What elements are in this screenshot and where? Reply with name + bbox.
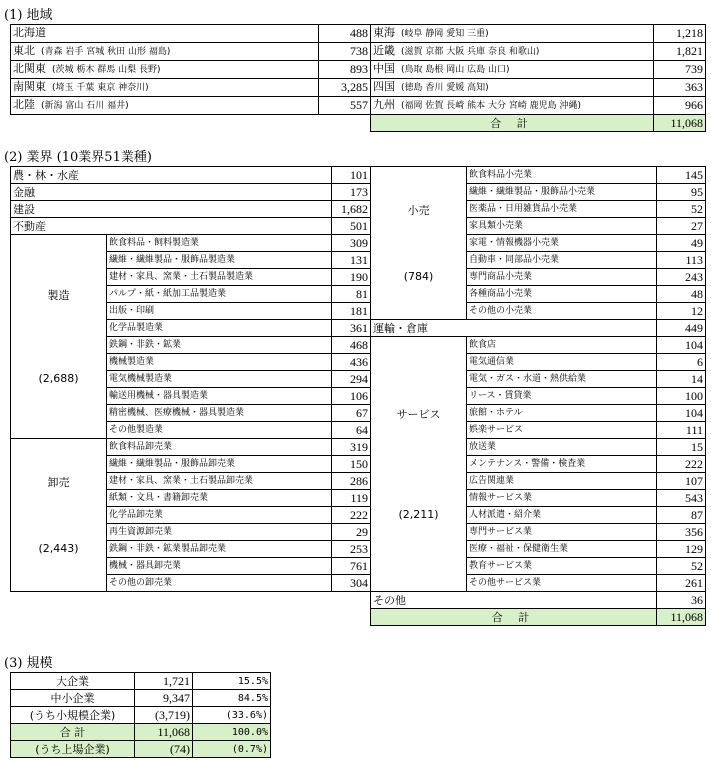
industry-value: 36 — [657, 592, 706, 609]
industry-name: 建設 — [11, 201, 332, 218]
industry-row — [11, 371, 706, 388]
region-label: 近畿 — [373, 44, 395, 57]
prefecture-list: (滋賀 京都 大阪 兵庫 奈良 和歌山) — [401, 47, 540, 57]
industry-value: 761 — [332, 558, 371, 575]
industry-row — [11, 167, 706, 184]
industry-value: 100 — [657, 388, 706, 405]
industry-row — [11, 524, 706, 541]
scale-percent: 15.5% — [193, 673, 271, 690]
industry-subtype: 精密機械、医療機械・器具製造業 — [107, 405, 332, 422]
service-group-cell — [371, 337, 467, 592]
industry-row — [11, 337, 706, 354]
scale-percent: (0.7%) — [193, 741, 271, 758]
total-row — [11, 724, 271, 741]
industry-value: 190 — [332, 269, 371, 286]
total-label: 合 計 — [371, 115, 654, 132]
scale-name: (うち上場企業) — [11, 741, 135, 758]
blank-cell — [319, 115, 371, 132]
industry-value: 119 — [332, 490, 371, 507]
industry-subtype: リース・賃貸業 — [467, 388, 657, 405]
industry-name: 農・林・水産 — [11, 167, 332, 184]
industry-subtype: 家具類小売業 — [467, 218, 657, 235]
blank-cell — [11, 609, 371, 626]
industry-value: 95 — [657, 184, 706, 201]
industry-row — [11, 184, 706, 201]
industry-value: 222 — [332, 507, 371, 524]
industry-value: 27 — [657, 218, 706, 235]
industry-subtype: 繊維・繊維製品・服飾品小売業 — [467, 184, 657, 201]
industry-subtype: 教育サービス業 — [467, 558, 657, 575]
region-name — [11, 25, 319, 43]
region-name — [371, 25, 654, 43]
industry-subtype: 医療・福祉・保健衛生業 — [467, 541, 657, 558]
industry-value: 67 — [332, 405, 371, 422]
total-row — [11, 115, 706, 132]
region-label: 北陸 — [13, 98, 35, 111]
industry-subtype: メンテナンス・警備・検査業 — [467, 456, 657, 473]
industry-value: 48 — [657, 286, 706, 303]
scale-value: (74) — [135, 741, 193, 758]
industry-subtype: 専門商品小売業 — [467, 269, 657, 286]
industry-value: 15 — [657, 439, 706, 456]
region-value: 966 — [654, 97, 706, 115]
industry-subtype: その他の小売業 — [467, 303, 657, 320]
industry-value: 356 — [657, 524, 706, 541]
region-value: 3,285 — [319, 79, 371, 97]
region-value: 363 — [654, 79, 706, 97]
industry-value: 113 — [657, 252, 706, 269]
mfg-group-label: 製造 — [47, 288, 70, 302]
industry-value: 243 — [657, 269, 706, 286]
scale-name: (うち小規模企業) — [11, 707, 135, 724]
industry-name: 運輸・倉庫 — [371, 320, 657, 337]
service-group-label: サービス — [396, 407, 441, 421]
industry-value: 64 — [332, 422, 371, 439]
region-name — [11, 97, 319, 115]
prefecture-list: (徳島 香川 愛媛 高知) — [401, 83, 489, 93]
industry-value: 145 — [657, 167, 706, 184]
prefecture-list: (福岡 佐賀 長崎 熊本 大分 宮崎 鹿児島 沖縄) — [401, 101, 582, 111]
scale-value: (3,719) — [135, 707, 193, 724]
industry-row — [11, 626, 706, 642]
industry-value: 361 — [332, 320, 371, 337]
blank-cell — [11, 592, 371, 609]
scale-name: 中小企業 — [11, 690, 135, 707]
industry-subtype: 放送業 — [467, 439, 657, 456]
retail-group-cell — [371, 167, 467, 320]
industry-row — [11, 490, 706, 507]
industry-value: 449 — [657, 320, 706, 337]
industry-subtype: 旅館・ホテル — [467, 405, 657, 422]
industry-name: 不動産 — [11, 218, 332, 235]
industry-value: 106 — [332, 388, 371, 405]
industry-subtype: 出版・印刷 — [107, 303, 332, 320]
scale-row — [11, 690, 271, 707]
scale-percent: 100.0% — [193, 724, 271, 741]
region-label: 中国 — [373, 62, 395, 75]
scale-table — [10, 672, 271, 758]
industry-subtype: パルプ・紙・紙加工品製造業 — [107, 286, 332, 303]
industry-subtype: 輸送用機械・器具製造業 — [107, 388, 332, 405]
industry-subtype: 鉄鋼・非鉄・鉱業 — [107, 337, 332, 354]
industry-row — [11, 507, 706, 524]
industry-row — [11, 422, 706, 439]
industry-row — [11, 609, 706, 626]
industry-value: 294 — [332, 371, 371, 388]
industry-subtype: 建材・家具、窯業・土石製品製造業 — [107, 269, 332, 286]
industry-subtype: その他製造業 — [107, 422, 332, 439]
prefecture-list: (鳥取 島根 岡山 広島 山口) — [401, 65, 510, 75]
region-value: 893 — [319, 61, 371, 79]
region-row — [11, 61, 706, 79]
scale-percent: (33.6%) — [193, 707, 271, 724]
prefecture-list: (埼玉 千葉 東京 神奈川) — [52, 83, 149, 93]
industry-subtype: 紙類・文具・書籍卸売業 — [107, 490, 332, 507]
industry-subtype: 飲食料品小売業 — [467, 167, 657, 184]
region-label: 九州 — [373, 98, 395, 111]
region-row — [11, 25, 706, 43]
region-name — [371, 79, 654, 97]
industry-value: 468 — [332, 337, 371, 354]
region-table — [10, 24, 706, 132]
industry-subtype: 再生資源卸売業 — [107, 524, 332, 541]
industry-row — [11, 558, 706, 575]
industry-subtype: 化学品製造業 — [107, 320, 332, 337]
industry-subtype: 建材・家具、窯業・土石製品卸売業 — [107, 473, 332, 490]
industry-value: 87 — [657, 507, 706, 524]
region-value: 1,218 — [654, 25, 706, 43]
industry-row — [11, 235, 706, 252]
service-group-count: (2,211) — [398, 507, 439, 521]
industry-value: 107 — [657, 473, 706, 490]
industry-value: 319 — [332, 439, 371, 456]
region-value: 488 — [319, 25, 371, 43]
scale-percent: 84.5% — [193, 690, 271, 707]
total-value: 11,068 — [657, 609, 706, 626]
industry-value: 150 — [332, 456, 371, 473]
industry-row — [11, 473, 706, 490]
region-name — [371, 61, 654, 79]
region-name — [11, 43, 319, 61]
industry-value: 261 — [657, 575, 706, 592]
region-name — [371, 97, 654, 115]
prefecture-list: (新潟 富山 石川 福井) — [41, 101, 129, 111]
industry-subtype: 飲食料品卸売業 — [107, 439, 332, 456]
industry-value: 29 — [332, 524, 371, 541]
blank-cell — [11, 115, 319, 132]
industry-value: 222 — [657, 456, 706, 473]
industry-subtype: その他の卸売業 — [107, 575, 332, 592]
industry-value: 104 — [657, 405, 706, 422]
scale-name: 大企業 — [11, 673, 135, 690]
industry-value: 111 — [657, 422, 706, 439]
industry-value: 501 — [332, 218, 371, 235]
industry-row — [11, 303, 706, 320]
region-label: 北海道 — [13, 26, 46, 39]
industry-name: 金融 — [11, 184, 332, 201]
industry-subtype: 専門サービス業 — [467, 524, 657, 541]
industry-subtype: 各種商品小売業 — [467, 286, 657, 303]
industry-subtype: 繊維・繊維製品・服飾品卸売業 — [107, 456, 332, 473]
scale-row — [11, 673, 271, 690]
region-name — [11, 61, 319, 79]
industry-row — [11, 286, 706, 303]
total-value: 11,068 — [654, 115, 706, 132]
industry-row — [11, 575, 706, 592]
industry-row — [11, 456, 706, 473]
scale-value: 1,721 — [135, 673, 193, 690]
region-row — [11, 43, 706, 61]
industry-row — [11, 439, 706, 456]
industry-row — [11, 541, 706, 558]
mfg-group-cell — [11, 235, 107, 439]
region-label: 北関東 — [13, 62, 46, 75]
prefecture-list: (岐阜 静岡 愛知 三重) — [401, 29, 489, 39]
industry-value: 52 — [657, 201, 706, 218]
industry-subtype: 機械製造業 — [107, 354, 332, 371]
industry-subtype: 電気通信業 — [467, 354, 657, 371]
industry-subtype: 娯楽サービス — [467, 422, 657, 439]
industry-subtype: 飲食料品・飼料製造業 — [107, 235, 332, 252]
region-value: 739 — [654, 61, 706, 79]
industry-value: 253 — [332, 541, 371, 558]
industry-value: 52 — [657, 558, 706, 575]
industry-subtype: 広告関連業 — [467, 473, 657, 490]
industry-name: その他 — [371, 592, 657, 609]
industry-subtype: 家電・情報機器小売業 — [467, 235, 657, 252]
industry-value: 131 — [332, 252, 371, 269]
scale-value: 11,068 — [135, 724, 193, 741]
section-title-industry: (2) 業界 (10業界51業種) — [4, 150, 152, 165]
industry-subtype: 飲食店 — [467, 337, 657, 354]
wholesale-group-count: (2,443) — [38, 541, 79, 555]
industry-value: 181 — [332, 303, 371, 320]
industry-subtype: 人材派遣・紹介業 — [467, 507, 657, 524]
blank-cell — [11, 626, 371, 642]
industry-value: 81 — [332, 286, 371, 303]
industry-value: 304 — [332, 575, 371, 592]
wholesale-group-label: 卸売 — [47, 475, 70, 489]
scale-name: 合 計 — [11, 724, 135, 741]
region-row — [11, 79, 706, 97]
mfg-group-count: (2,688) — [38, 371, 79, 385]
scale-row — [11, 707, 271, 724]
industry-row — [11, 320, 706, 337]
industry-row — [11, 201, 706, 218]
region-value: 1,821 — [654, 43, 706, 61]
industry-value: 101 — [332, 167, 371, 184]
industry-value: 104 — [657, 337, 706, 354]
region-name — [11, 79, 319, 97]
industry-subtype: 化学品卸売業 — [107, 507, 332, 524]
industry-value: 6 — [657, 354, 706, 371]
section-title-region: (1) 地域 — [4, 8, 53, 23]
region-value: 557 — [319, 97, 371, 115]
industry-value: 286 — [332, 473, 371, 490]
region-row — [11, 97, 706, 115]
industry-value: 1,682 — [332, 201, 371, 218]
industry-value: 543 — [657, 490, 706, 507]
industry-value: 309 — [332, 235, 371, 252]
industry-row — [11, 218, 706, 235]
retail-group-label: 小売 — [407, 203, 430, 217]
region-label: 南関東 — [13, 80, 46, 93]
industry-subtype: 鉄鋼・非鉄・鉱業製品卸売業 — [107, 541, 332, 558]
industry-row — [11, 269, 706, 286]
industry-value: 14 — [657, 371, 706, 388]
industry-value: 129 — [657, 541, 706, 558]
industry-row — [11, 405, 706, 422]
industry-value: 49 — [657, 235, 706, 252]
scale-value: 9,347 — [135, 690, 193, 707]
industry-subtype: 繊維・繊維製品・服飾品製造業 — [107, 252, 332, 269]
industry-value: 436 — [332, 354, 371, 371]
industry-value: 173 — [332, 184, 371, 201]
retail-group-count: (784) — [403, 269, 434, 283]
listed-row — [11, 741, 271, 758]
industry-row — [11, 388, 706, 405]
industry-subtype: その他サービス業 — [467, 575, 657, 592]
industry-row — [11, 354, 706, 371]
industry-subtype: 電気機械製造業 — [107, 371, 332, 388]
industry-subtype: 情報サービス業 — [467, 490, 657, 507]
industry-row — [11, 252, 706, 269]
industry-subtype: 機械・器具卸売業 — [107, 558, 332, 575]
section-title-scale: (3) 規模 — [4, 656, 53, 671]
region-label: 四国 — [373, 80, 395, 93]
industry-value: 12 — [657, 303, 706, 320]
industry-subtype: 医薬品・日用雑貨品小売業 — [467, 201, 657, 218]
region-name — [371, 43, 654, 61]
total-label: 合 計 — [371, 609, 657, 626]
region-label: 東海 — [373, 26, 395, 39]
region-value: 738 — [319, 43, 371, 61]
prefecture-list: (青森 岩手 宮城 秋田 山形 福島) — [41, 47, 171, 57]
prefecture-list: (茨城 栃木 群馬 山梨 長野) — [52, 65, 161, 75]
region-label: 東北 — [13, 44, 35, 57]
industry-subtype: 電気・ガス・水道・熱供給業 — [467, 371, 657, 388]
industry-table — [10, 166, 706, 642]
wholesale-group-cell — [11, 439, 107, 592]
industry-row — [11, 592, 706, 609]
industry-subtype: 自動車・同部品小売業 — [467, 252, 657, 269]
